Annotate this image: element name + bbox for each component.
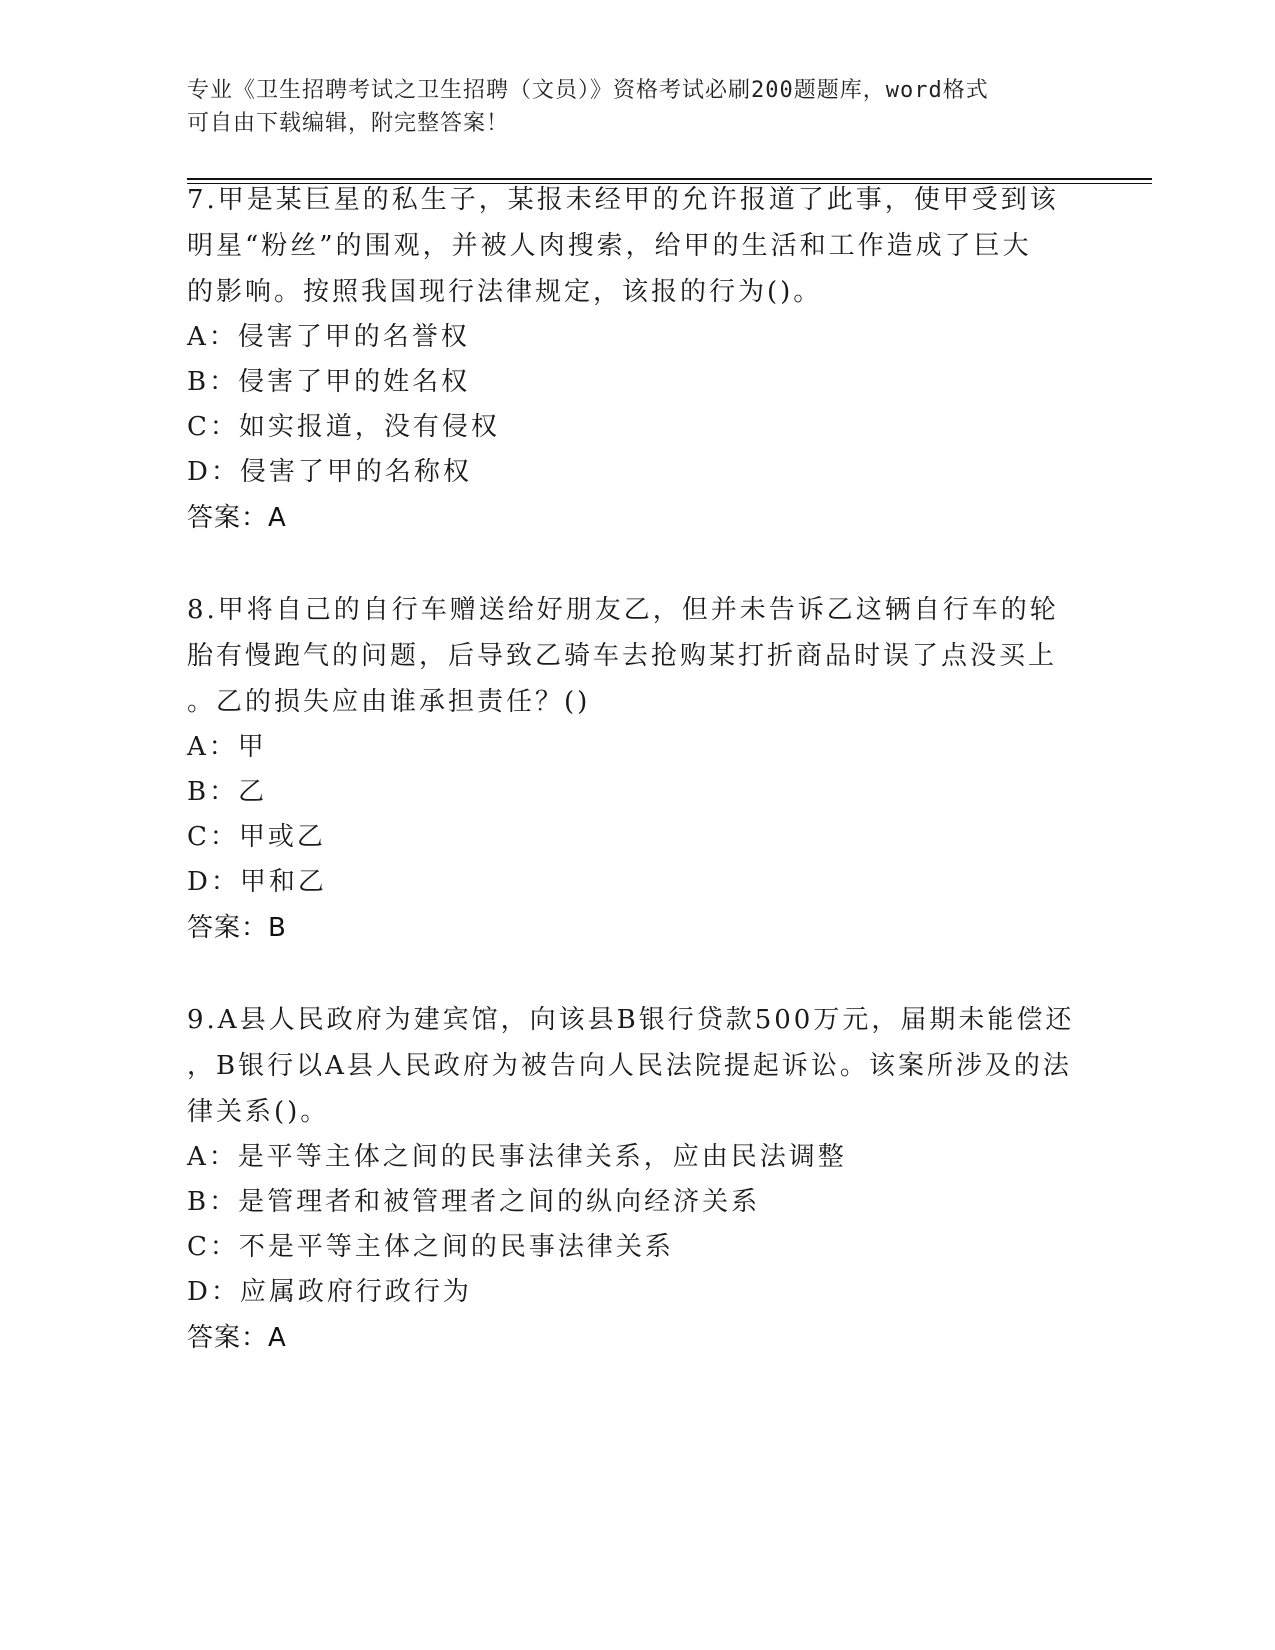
question-stem-line: ，B银行以A县人民政府为被告向人民法院提起诉讼。该案所涉及的法 — [187, 1051, 1072, 1081]
answer-label: 答案：B — [187, 913, 287, 943]
option-d: D：侵害了甲的名称权 — [187, 457, 472, 487]
question-7 — [187, 177, 1087, 541]
option-b: B：乙 — [187, 777, 268, 807]
question-stem-line: 9.A县人民政府为建宾馆，向该县B银行贷款500万元，届期未能偿还 — [187, 1005, 1075, 1035]
question-stem-line: 8.甲将自己的自行车赠送给好朋友乙，但并未告诉乙这辆自行车的轮 — [187, 595, 1059, 625]
question-stem-line: 。乙的损失应由谁承担责任？() — [187, 687, 591, 717]
option-b: B：侵害了甲的姓名权 — [187, 367, 471, 397]
option-c: C：不是平等主体之间的民事法律关系 — [187, 1232, 674, 1262]
option-c: C：如实报道，没有侵权 — [187, 412, 500, 442]
page-header — [187, 74, 1067, 140]
option-c: C：甲或乙 — [187, 822, 326, 852]
option-a: A：侵害了甲的名誉权 — [187, 322, 470, 352]
question-8 — [187, 587, 1087, 951]
question-stem-line: 的影响。按照我国现行法律规定，该报的行为()。 — [187, 277, 823, 307]
question-stem-line: 7.甲是某巨星的私生子，某报未经甲的允许报道了此事，使甲受到该 — [187, 185, 1059, 215]
header-line-1: 专业《卫生招聘考试之卫生招聘（文员）》资格考试必刷200题题库，word格式 — [187, 78, 989, 103]
option-b: B：是管理者和被管理者之间的纵向经济关系 — [187, 1187, 761, 1217]
question-stem-line: 明星“粉丝”的围观，并被人肉搜索，给甲的生活和工作造成了巨大 — [187, 231, 1032, 261]
answer-label: 答案：A — [187, 1323, 287, 1353]
option-a: A：是平等主体之间的民事法律关系，应由民法调整 — [187, 1142, 847, 1172]
answer-label: 答案：A — [187, 503, 287, 533]
question-stem-line: 胎有慢跑气的问题，后导致乙骑车去抢购某打折商品时误了点没买上 — [187, 641, 1058, 671]
option-d: D：甲和乙 — [187, 867, 327, 897]
option-d: D：应属政府行政行为 — [187, 1277, 472, 1307]
question-stem-line: 律关系()。 — [187, 1097, 330, 1127]
question-9 — [187, 997, 1087, 1361]
option-a: A：甲 — [187, 732, 267, 762]
header-line-2: 可自由下载编辑，附完整答案！ — [187, 111, 510, 136]
